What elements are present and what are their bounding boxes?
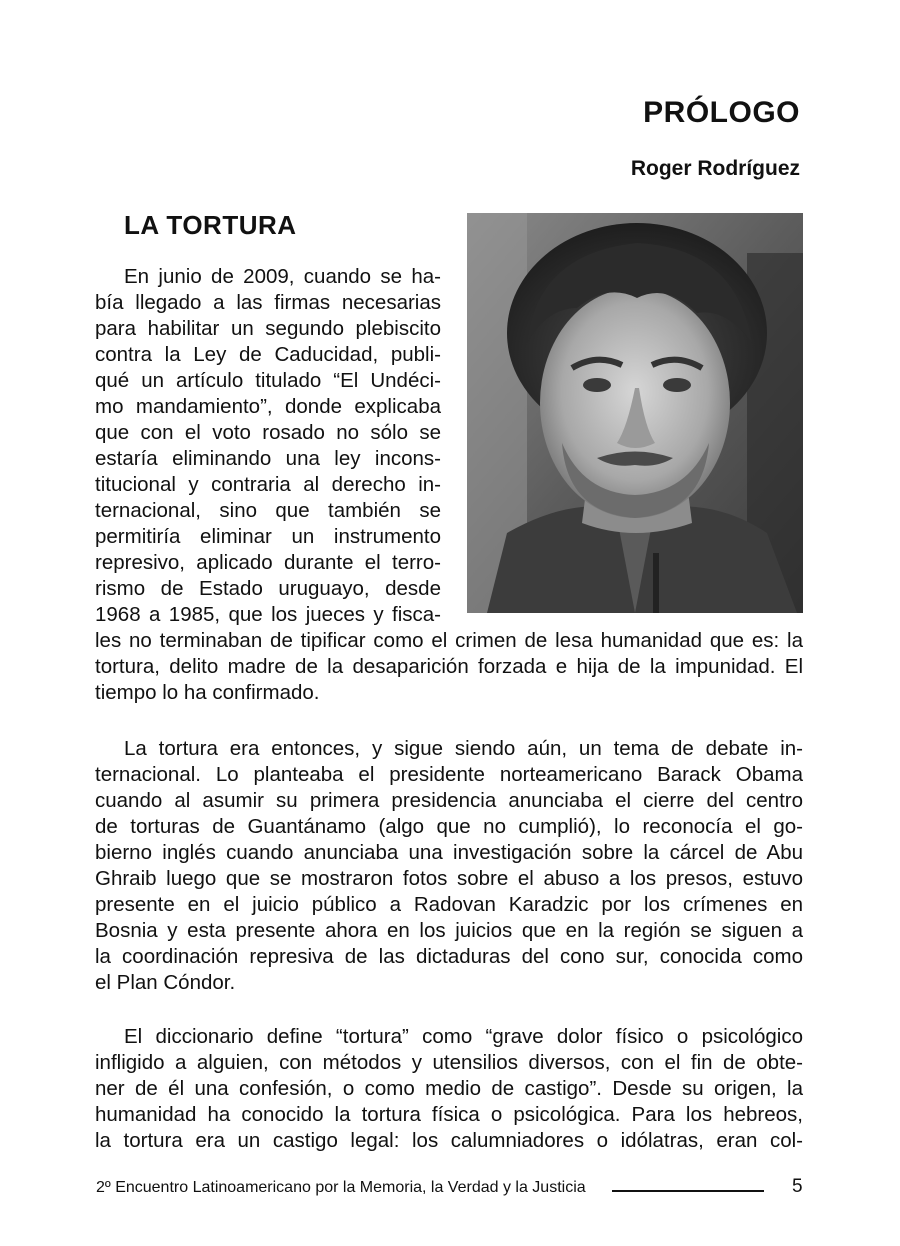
text-line: tortura, delito madre de la desaparición forzada e hija de la impunidad. El xyxy=(95,655,803,678)
text-line: represivo, aplicado durante el terro- xyxy=(95,551,441,574)
text-line: la tortura era un castigo legal: los calumniadores o idólatras, eran col- xyxy=(95,1129,803,1152)
text-line: tiempo lo ha confirmado. xyxy=(95,681,320,704)
text-line: qué un artículo titulado “El Undéci- xyxy=(95,369,441,392)
text-line: ternacional, sino que también se xyxy=(95,499,441,522)
text-line: permitiría eliminar un instrumento xyxy=(95,525,441,548)
text-line: Ghraib luego que se mostraron fotos sobre el abuso a los presos, estuvo xyxy=(95,867,803,890)
text-line: ternacional. Lo planteaba el presidente norteamericano Barack Obama xyxy=(95,763,803,786)
footer-rule xyxy=(612,1190,764,1192)
text-line: mo mandamiento”, donde explicaba xyxy=(95,395,441,418)
text-line: El diccionario define “tortura” como “grave dolor físico o psicológico xyxy=(124,1025,803,1048)
text-line: ner de él una confesión, o como medio de castigo”. Desde su origen, la xyxy=(95,1077,803,1100)
text-line: 1968 a 1985, que los jueces y fisca- xyxy=(95,603,441,626)
text-line: que con el voto rosado no sólo se xyxy=(95,421,441,444)
author-name: Roger Rodríguez xyxy=(630,157,800,180)
portrait-photo-icon xyxy=(467,213,803,613)
text-line: infligido a alguien, con métodos y utensilios diversos, con el fin de obte- xyxy=(95,1051,803,1074)
section-heading: LA TORTURA xyxy=(124,210,297,240)
page-title: PRÓLOGO xyxy=(643,96,800,129)
text-line: bía llegado a las firmas necesarias xyxy=(95,291,441,314)
author-photo xyxy=(467,213,803,613)
text-line: para habilitar un segundo plebiscito xyxy=(95,317,441,340)
text-line: estaría eliminando una ley incons- xyxy=(95,447,441,470)
text-line: humanidad ha conocido la tortura física o psicológica. Para los hebreos, xyxy=(95,1103,803,1126)
page-number: 5 xyxy=(792,1176,803,1197)
text-line: Bosnia y esta presente ahora en los juicios que en la región se siguen a xyxy=(95,919,803,942)
text-line: presente en el juicio público a Radovan Karadzic por los crímenes en xyxy=(95,893,803,916)
text-line: rismo de Estado uruguayo, desde xyxy=(95,577,441,600)
text-line: En junio de 2009, cuando se ha- xyxy=(124,265,441,288)
text-line: de torturas de Guantánamo (algo que no cumplió), lo reconocía el go- xyxy=(95,815,803,838)
text-line: la coordinación represiva de las dictaduras del cono sur, conocida como xyxy=(95,945,803,968)
text-line: La tortura era entonces, y sigue siendo aún, un tema de debate in- xyxy=(124,737,803,760)
text-line: el Plan Cóndor. xyxy=(95,971,236,994)
text-line: bierno inglés cuando anunciaba una investigación sobre la cárcel de Abu xyxy=(95,841,803,864)
footer-text: 2º Encuentro Latinoamericano por la Memoria, la Verdad y la Justicia xyxy=(96,1179,586,1196)
text-line: cuando al asumir su primera presidencia anunciaba el cierre del centro xyxy=(95,789,803,812)
text-line: les no terminaban de tipificar como el crimen de lesa humanidad que es: la xyxy=(95,629,803,652)
text-line: contra la Ley de Caducidad, publi- xyxy=(95,343,441,366)
text-line: titucional y contraria al derecho in- xyxy=(95,473,441,496)
